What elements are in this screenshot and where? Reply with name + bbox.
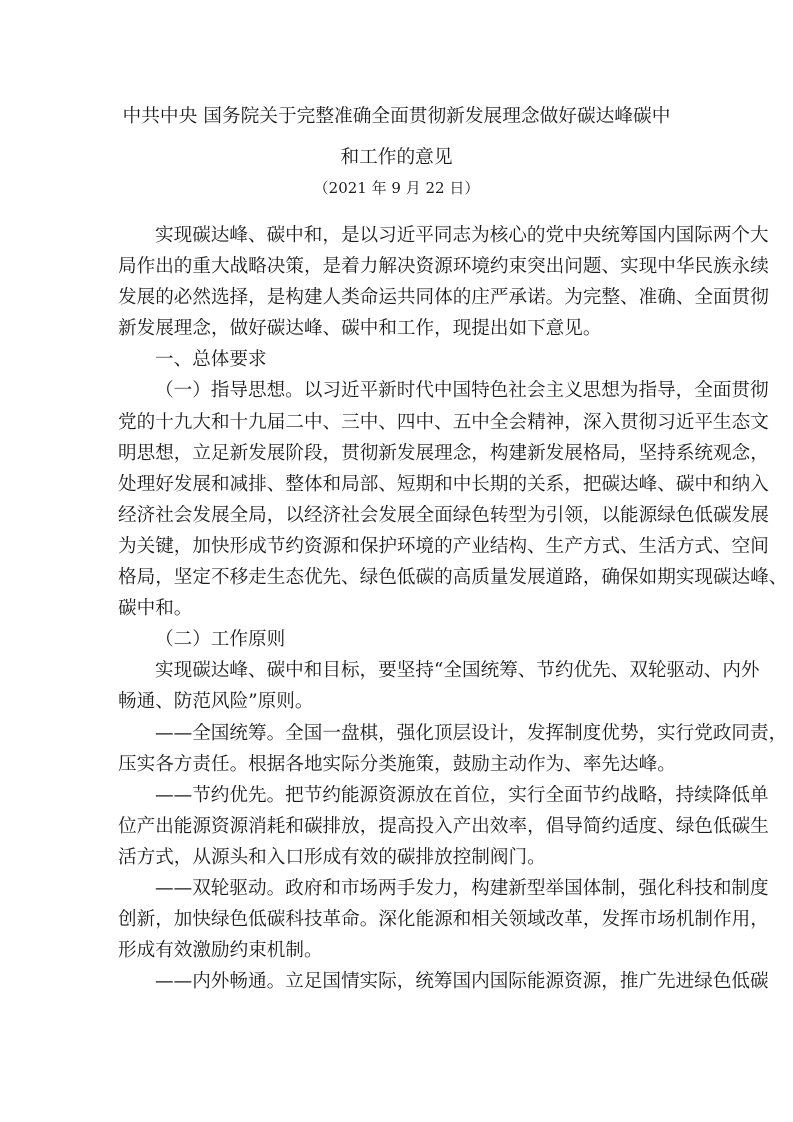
text-line: 格局，坚定不移走生态优先、绿色低碳的高质量发展道路，确保如期实现碳达峰、: [118, 567, 788, 589]
text-line: 为关键，加快形成节约资源和保护环境的产业结构、生产方式、生活方式、空间: [118, 535, 769, 557]
document-date: （2021 年 9 月 22 日）: [313, 179, 480, 197]
title-line: 中共中央 国务院关于完整准确全面贯彻新发展理念做好碳达峰碳中: [122, 106, 671, 127]
text-line: 一、总体要求: [155, 349, 267, 371]
text-line: （一）指导思想。以习近平新时代中国特色社会主义思想为指导，全面贯彻: [155, 380, 769, 402]
paragraph: [118, 966, 769, 997]
title-line: 和工作的意见: [340, 147, 453, 168]
text-line: （二）工作原则: [155, 629, 286, 651]
text-line: 新发展理念，做好碳达峰、碳中和工作，现提出如下意见。: [118, 318, 602, 340]
text-line: ——双轮驱动。政府和市场两手发力，构建新型举国体制，强化科技和制度: [155, 877, 769, 899]
paragraph: [118, 718, 788, 780]
text-line: 经济社会发展全局，以经济社会发展全面绿色转型为引领，以能源绿色低碳发展: [118, 504, 769, 526]
text-line: 活方式，从源头和入口形成有效的碳排放控制阀门。: [118, 846, 546, 868]
text-line: 位产出能源资源消耗和碳排放，提高投入产出效率，倡导简约适度、绿色低碳生: [118, 815, 769, 837]
paragraph: [118, 780, 769, 873]
text-line: 创新，加快绿色低碳科技革命。深化能源和相关领域改革，发挥市场机制作用，: [118, 909, 769, 931]
text-line: 处理好发展和减排、整体和局部、短期和中长期的关系，把碳达峰、碳中和纳入: [118, 473, 769, 495]
paragraph: [118, 220, 769, 344]
paragraph: [118, 344, 698, 375]
paragraph: [118, 873, 769, 966]
paragraph: [118, 655, 760, 717]
text-line: 局作出的重大战略决策，是着力解决资源环境约束突出问题、实现中华民族永续: [118, 256, 769, 278]
text-line: ——全国统筹。全国一盘棋，强化顶层设计，发挥制度优势，实行党政同责，: [155, 722, 788, 744]
text-line: ——内外畅通。立足国情实际，统筹国内国际能源资源，推广先进绿色低碳: [155, 971, 769, 993]
text-line: 实现碳达峰、碳中和目标，要坚持“全国统筹、节约优先、双轮驱动、内外: [155, 660, 760, 682]
text-line: 压实各方责任。根据各地实际分类施策，鼓励主动作为、率先达峰。: [118, 753, 676, 775]
text-line: 形成有效激励约束机制。: [118, 940, 323, 962]
text-line: 明思想，立足新发展阶段，贯彻新发展理念，构建新发展格局，坚持系统观念，: [118, 442, 769, 464]
paragraph: [118, 375, 788, 624]
text-line: 碳中和。: [118, 598, 193, 620]
text-line: 实现碳达峰、碳中和，是以习近平同志为核心的党中央统筹国内国际两个大: [155, 225, 769, 246]
text-line: 党的十九大和十九届二中、三中、四中、五中全会精神，深入贯彻习近平生态文: [118, 411, 769, 433]
text-line: 畅通、防范风险”原则。: [118, 691, 314, 713]
text-line: 发展的必然选择，是构建人类命运共同体的庄严承诺。为完整、准确、全面贯彻: [118, 287, 769, 309]
paragraph: [118, 624, 698, 655]
text-line: ——节约优先。把节约能源资源放在首位，实行全面节约战略，持续降低单: [155, 784, 769, 806]
document-body: [118, 220, 788, 997]
